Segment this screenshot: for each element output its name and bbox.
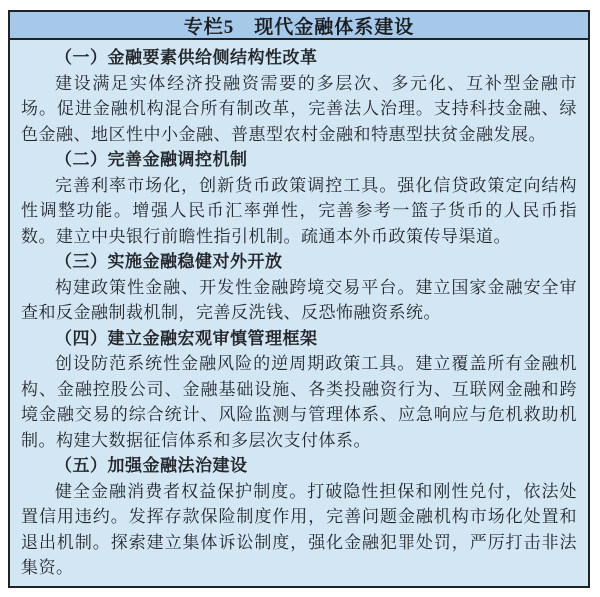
section-2-heading: （二）完善金融调控机制 xyxy=(55,150,248,169)
box-body xyxy=(10,40,588,587)
section-1-body: 建设满足实体经济投融资需要的多层次、多元化、互补型金融市场。促进金融机构混合所有制改革，完善法人治理。支持科技金融、绿色金融、地区性中小金融、普惠型农村金融和特惠型扶贫金融发展。 xyxy=(21,73,577,144)
section-1-heading: （一）金融要素供给侧结构性改革 xyxy=(55,48,318,67)
sidebar-box-modern-financial-system xyxy=(8,10,590,588)
section-5-heading: （五）加强金融法治建设 xyxy=(55,456,248,475)
box-title: 专栏5 现代金融体系建设 xyxy=(183,16,415,38)
section-2-body: 完善利率市场化，创新货币政策调控工具。强化信贷政策定向结构性调整功能。增强人民币汇率弹性，完善参考一篮子货币的人民币指数。建立中央银行前瞻性指引机制。疏通本外币政策传导渠道。 xyxy=(21,175,577,246)
section-3-body: 构建政策性金融、开发性金融跨境交易平台。建立国家金融安全审查和反金融制裁机制，完善反洗钱、反恐怖融资系统。 xyxy=(21,277,577,322)
section-4-body: 创设防范系统性金融风险的逆周期政策工具。建立覆盖所有金融机构、金融控股公司、金融基础设施、各类投融资行为、互联网金融和跨境金融交易的综合统计、风险监测与管理体系、应急响应与危机救助机制。构建大数据征信体系和多层次支付体系。 xyxy=(21,354,577,450)
section-4-heading: （四）建立金融宏观审慎管理框架 xyxy=(55,328,318,348)
section-5-body: 健全金融消费者权益保护制度。打破隐性担保和刚性兑付，依法处置信用违约。发挥存款保险制度作用，完善问题金融机构市场化处置和退出机制。探索建立集体诉讼制度，强化金融犯罪处罚，严厉打击非法集资。 xyxy=(21,481,577,577)
box-header xyxy=(10,12,588,40)
section-3-heading: （三）实施金融稳健对外开放 xyxy=(55,252,283,271)
